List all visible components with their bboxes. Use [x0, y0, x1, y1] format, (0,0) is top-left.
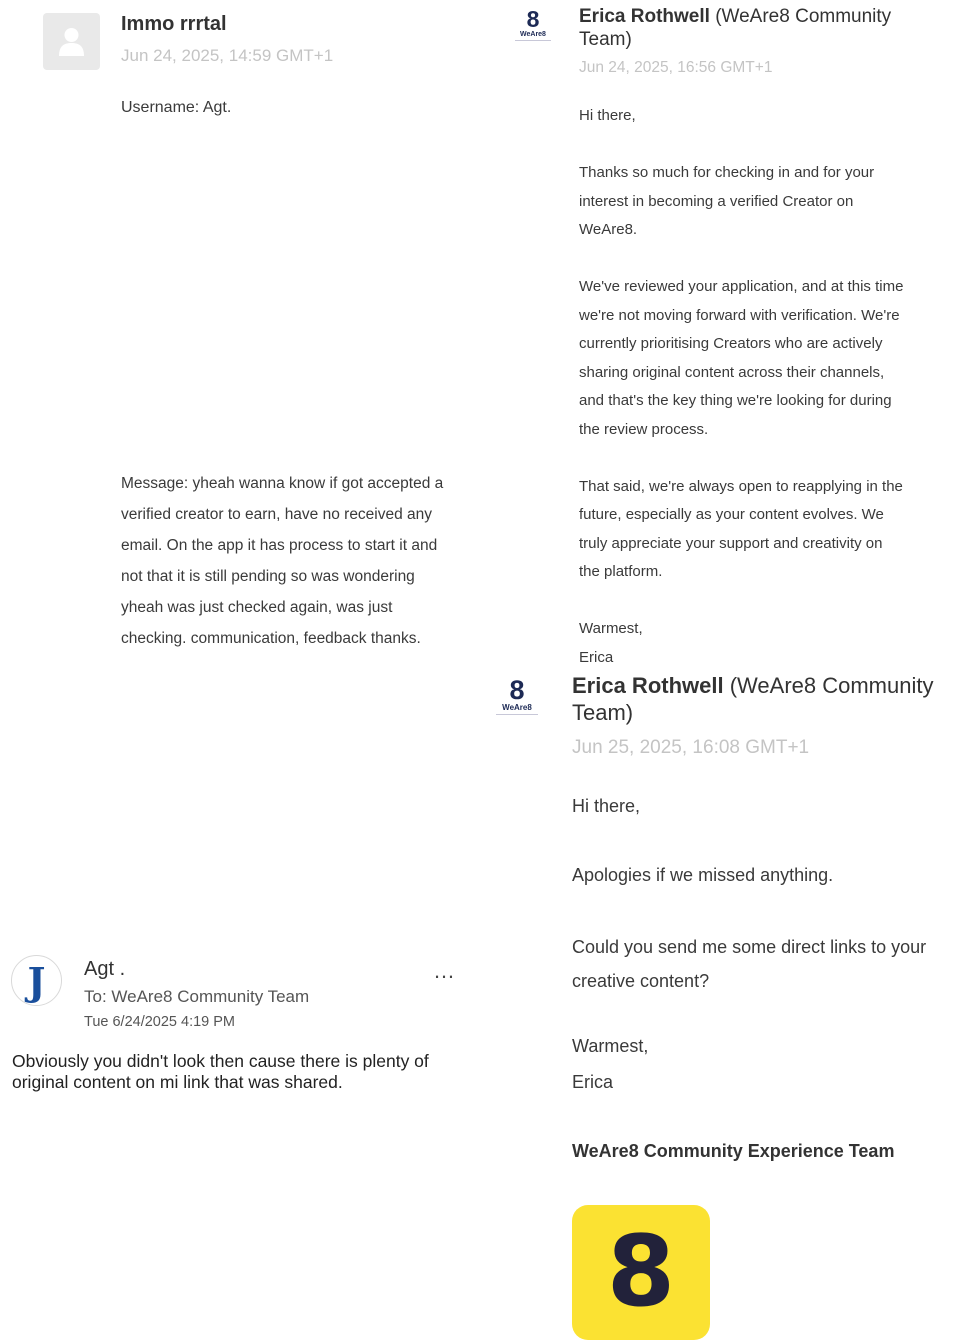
message-line: yheah was just checked again, was just — [121, 599, 393, 616]
body-line: future, especially as your content evolves. We — [579, 506, 884, 523]
username-line: Username: Agt. — [121, 99, 232, 116]
body-line: That said, we're always open to reapplying in the — [579, 477, 903, 495]
body-line: creative content? — [572, 971, 710, 991]
body-line: currently prioritising Creators who are actively — [579, 335, 883, 352]
body-line: we're not moving forward with verification. We're — [579, 306, 900, 324]
user-silhouette-icon — [59, 27, 84, 56]
body-line: Obviously you didn't look then cause there is plenty of — [12, 1051, 429, 1071]
recipient-line: To: WeAre8 Community Team — [84, 987, 310, 1006]
message-line: email. On the app it has process to start it and — [121, 537, 438, 554]
body-line: interest in becoming a verified Creator on — [579, 192, 854, 210]
logo-number: 8 — [526, 6, 540, 32]
sender-name: Immo rrrtal — [121, 13, 227, 35]
body-line: We've reviewed your application, and at this time — [579, 278, 904, 295]
sender-team: Team) — [572, 700, 634, 725]
signoff: Warmest, — [572, 1036, 649, 1056]
message-date: Tue 6/24/2025 4:19 PM — [84, 1014, 236, 1030]
more-options-icon[interactable]: … — [433, 958, 456, 983]
message-body — [12, 1051, 429, 1093]
big-logo-number: 8 — [606, 1215, 676, 1329]
body-line: sharing original content across their channels, — [579, 363, 885, 381]
message-line: verified creator to earn, have no received any — [121, 506, 433, 523]
signature: Erica — [579, 648, 614, 666]
message-line: checking. communication, feedback thanks. — [121, 630, 421, 647]
message-line: not that it is still pending so was wondering — [121, 568, 415, 585]
sender-team: (WeAre8 Community — [729, 673, 934, 698]
logo-tagline-line — [515, 40, 551, 41]
body-line: the review process. — [579, 420, 709, 438]
logo-text: WeAre8 — [520, 31, 546, 38]
logo-text: WeAre8 — [502, 703, 532, 712]
reply1-body — [579, 102, 949, 672]
sender-team: Team) — [579, 29, 632, 50]
email-timestamp: Jun 24, 2025, 14:59 GMT+1 — [121, 46, 334, 65]
sender-name: Erica Rothwell — [579, 6, 710, 27]
apology-line: Apologies if we missed anything. — [572, 865, 834, 885]
body-line: WeAre8. — [579, 221, 638, 238]
body-line: original content on mi link that was shared. — [12, 1072, 343, 1092]
reply2-sender — [572, 672, 957, 726]
message-body — [121, 468, 481, 654]
logo-number: 8 — [509, 675, 525, 705]
greeting: Hi there, — [572, 796, 641, 816]
sender-avatar-placeholder — [43, 13, 100, 70]
avatar-letter: J — [27, 959, 46, 1004]
weare8-logo — [492, 677, 542, 715]
sender-name[interactable]: Agt . — [84, 958, 126, 980]
team-signature: WeAre8 Community Experience Team — [572, 1141, 895, 1161]
sender-team: (WeAre8 Community — [715, 6, 892, 27]
email-timestamp: Jun 24, 2025, 16:56 GMT+1 — [579, 59, 773, 76]
email-timestamp: Jun 25, 2025, 16:08 GMT+1 — [572, 737, 810, 758]
signoff: Warmest, — [579, 620, 643, 637]
message-line: Message: yheah wanna know if got accepted a — [121, 475, 444, 492]
body-line: Thanks so much for checking in and for your — [579, 164, 875, 181]
greeting: Hi there, — [579, 107, 636, 124]
sender-name: Erica Rothwell — [572, 673, 724, 698]
body-line: truly appreciate your support and creativity on — [579, 534, 883, 552]
logo-tagline-line — [496, 714, 538, 715]
request-text — [572, 930, 926, 998]
body-line: the platform. — [579, 563, 663, 580]
reply1-sender — [579, 5, 939, 51]
weare8-logo — [511, 8, 555, 41]
body-line: Could you send me some direct links to your — [572, 937, 927, 957]
sender-avatar[interactable] — [11, 955, 62, 1006]
weare8-big-logo — [572, 1205, 710, 1340]
body-line: and that's the key thing we're looking for during — [579, 392, 892, 409]
signature: Erica — [572, 1072, 614, 1092]
